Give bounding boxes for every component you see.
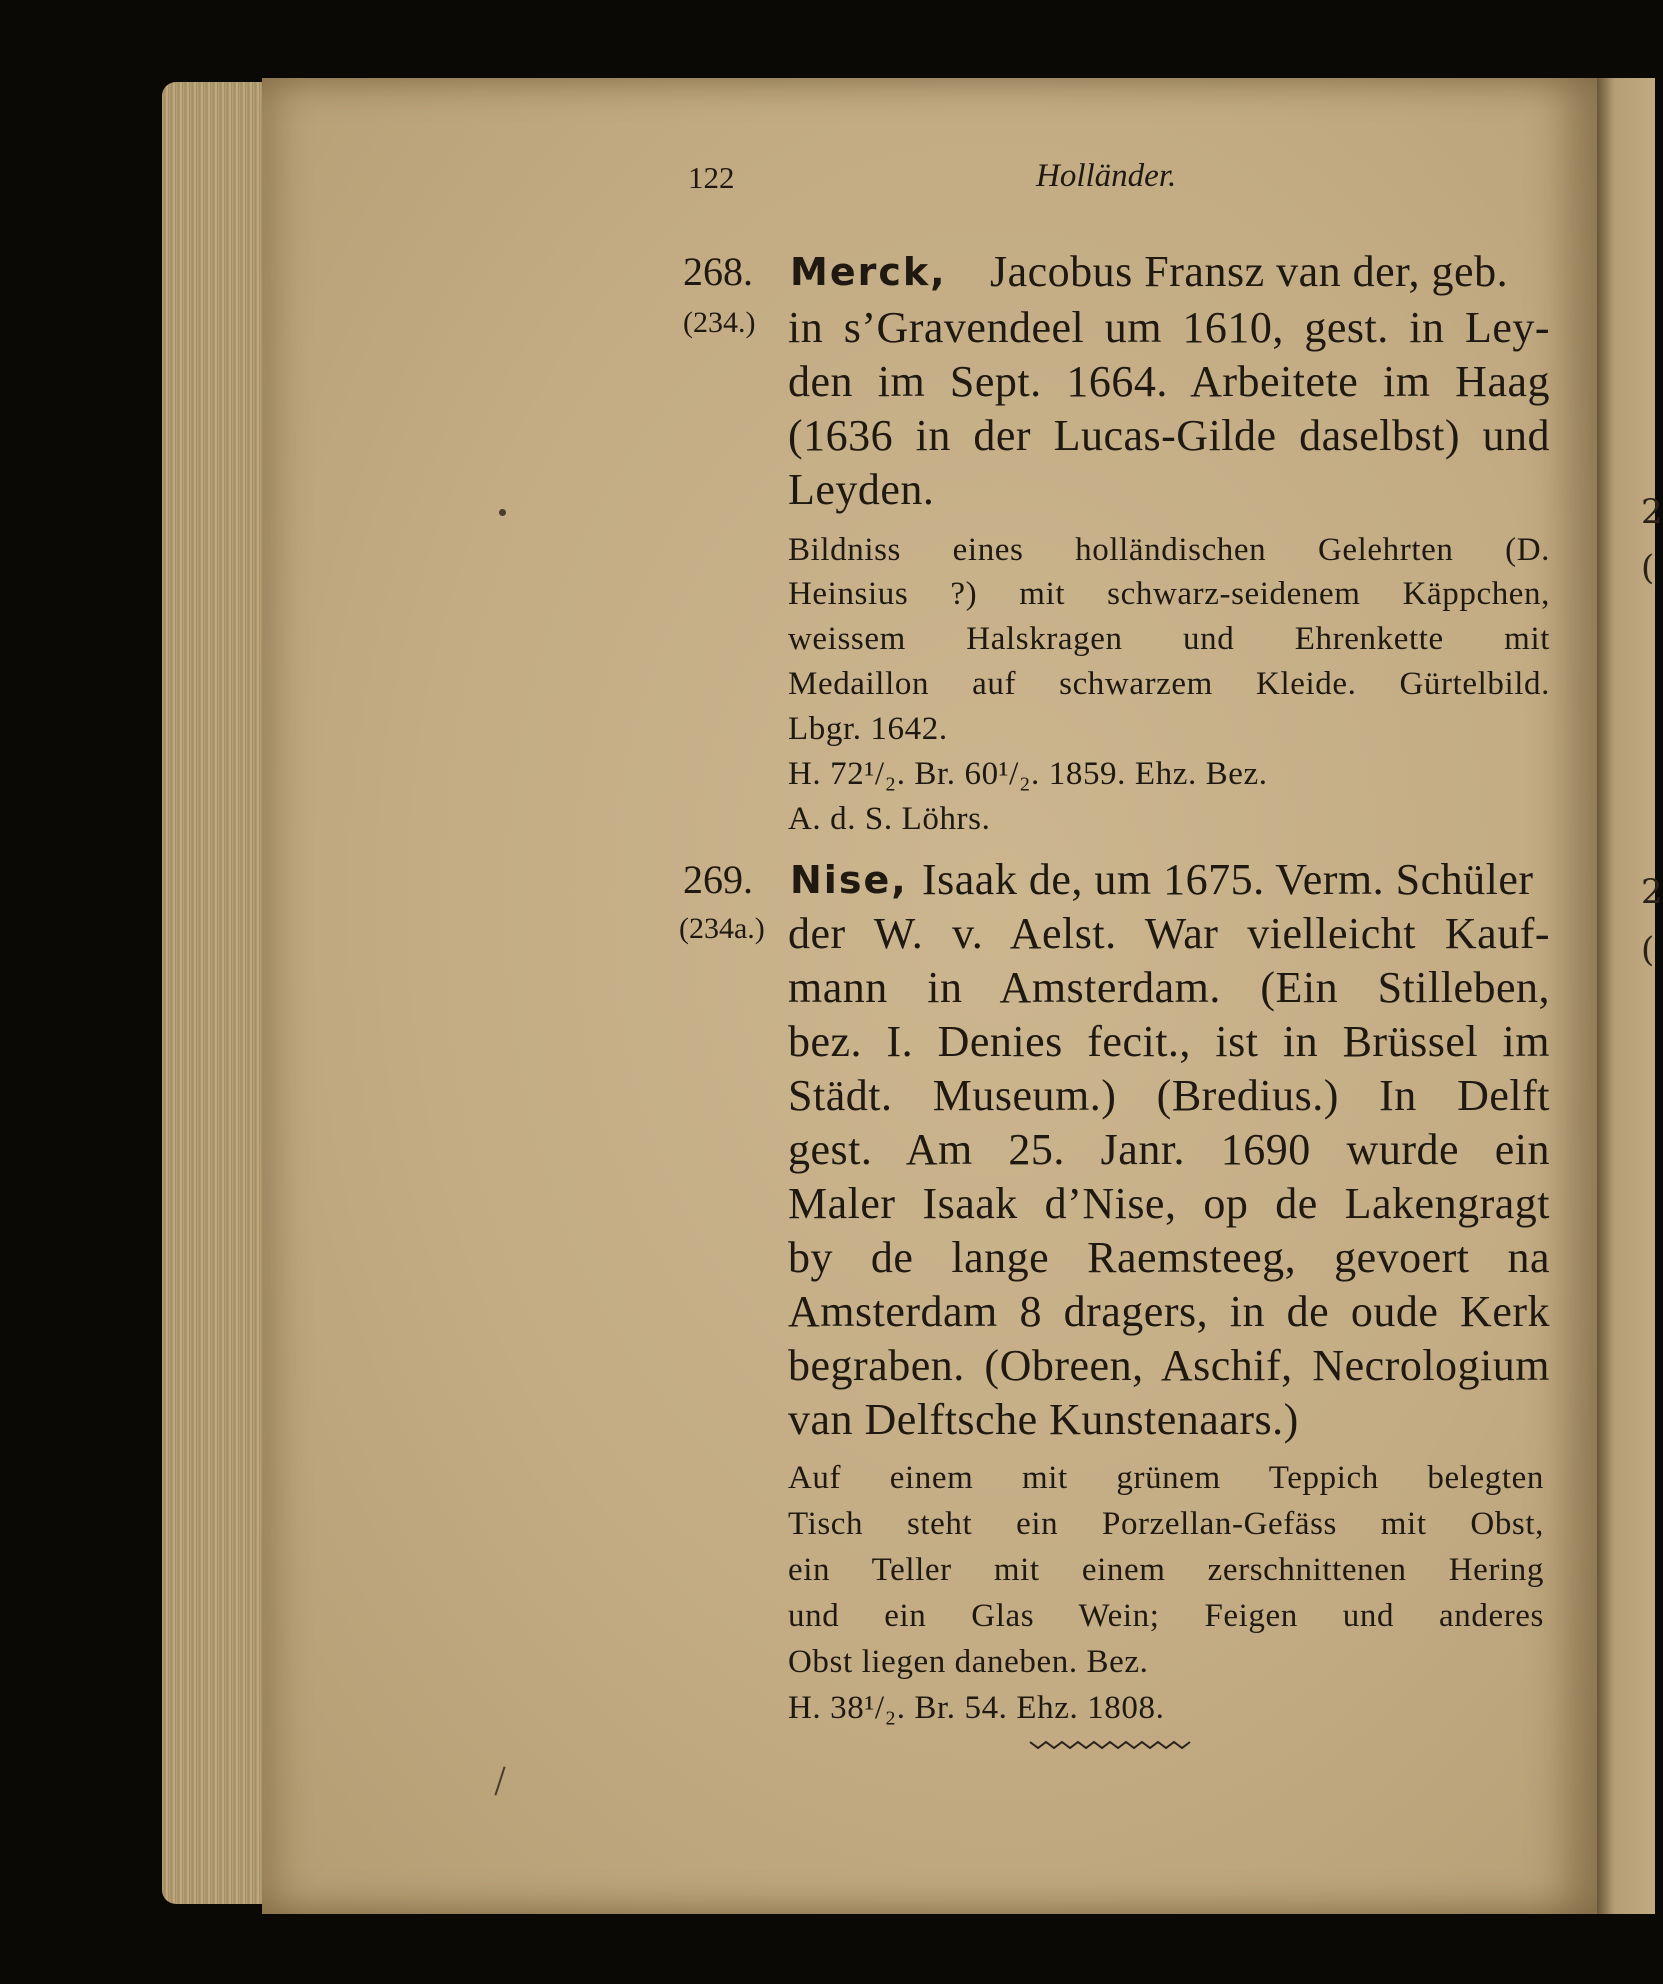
entry-text-line: Isaak de, um 1675. Verm. Schüler <box>922 855 1534 904</box>
painting-description-line: Medaillon auf schwarzem Kleide. Gürtelbild. <box>788 666 1550 702</box>
next-page-fragment: 2 <box>1641 872 1663 912</box>
artist-name: Merck, <box>790 250 947 294</box>
running-title: Holländer. <box>1036 158 1177 194</box>
entry-text-line: der W. v. Aelst. War vielleicht Kauf- <box>788 909 1550 958</box>
entry-text-line: van Delftsche Kunstenaars.) <box>788 1395 1299 1444</box>
painting-description-line: und ein Glas Wein; Feigen und anderes <box>788 1598 1544 1634</box>
entry-text-line: Jacobus Fransz van der, geb. <box>990 247 1509 296</box>
painting-dimensions: H. 72¹/₂. Br. 60¹/₂. 1859. Ehz. Bez. <box>788 756 1268 792</box>
entry-text-line: Leyden. <box>788 465 935 514</box>
painting-description-line: Lbgr. 1642. <box>788 711 948 747</box>
entry-reference: (234.) <box>683 306 756 339</box>
entry-text-line: begraben. (Obreen, Aschif, Necrologium <box>788 1341 1550 1390</box>
painting-description-line: Obst liegen daneben. Bez. <box>788 1644 1149 1680</box>
painting-provenance: A. d. S. Löhrs. <box>788 801 991 837</box>
entry-reference: (234a.) <box>679 912 765 945</box>
entry-text-line: den im Sept. 1664. Arbeitete im Haag <box>788 357 1550 406</box>
artist-name: Nise, <box>790 858 908 902</box>
entry-text-line: bez. I. Denies fecit., ist in Brüssel im <box>788 1017 1550 1066</box>
entry-text-line: (1636 in der Lucas-Gilde daselbst) und <box>788 411 1550 460</box>
painting-description-line: Heinsius ?) mit schwarz-seidenem Käppchen, <box>788 576 1550 612</box>
entry-text-line: Städt. Museum.) (Bredius.) In Delft <box>788 1071 1550 1120</box>
entry-text-line: Amsterdam 8 dragers, in de oude Kerk <box>788 1287 1550 1336</box>
painting-description-line: weissem Halskragen und Ehrenkette mit <box>788 621 1550 657</box>
painting-description-line: Bildniss eines holländischen Gelehrten (D. <box>788 532 1550 568</box>
entry-text-line: Maler Isaak d’Nise, op de Lakengragt <box>788 1179 1550 1228</box>
entry-text-line: mann in Amsterdam. (Ein Stilleben, <box>788 963 1550 1012</box>
entry-number: 268. <box>683 249 753 294</box>
paper-speck <box>499 509 506 516</box>
page-number: 122 <box>688 160 735 195</box>
painting-dimensions: H. 38¹/₂. Br. 54. Ehz. 1808. <box>788 1690 1165 1726</box>
entry-number: 269. <box>683 857 753 902</box>
next-page-fragment: ( <box>1641 548 1655 588</box>
next-page-edge <box>1597 78 1655 1914</box>
painting-description-line: Tisch steht ein Porzellan-Gefäss mit Obst, <box>788 1506 1544 1542</box>
next-page-fragment: 2 <box>1641 492 1663 532</box>
painting-description-line: Auf einem mit grünem Teppich belegten <box>788 1460 1544 1496</box>
next-page-fragment: ( <box>1641 930 1655 970</box>
entry-text-line: in s’Gravendeel um 1610, gest. in Ley- <box>788 303 1550 352</box>
entry-text-line: gest. Am 25. Janr. 1690 wurde ein <box>788 1125 1550 1174</box>
entry-text-line: by de lange Raemsteeg, gevoert na <box>788 1233 1550 1282</box>
painting-description-line: ein Teller mit einem zerschnittenen Hering <box>788 1552 1544 1588</box>
end-ornament-icon <box>1030 1736 1190 1752</box>
page-edges <box>162 82 267 1904</box>
